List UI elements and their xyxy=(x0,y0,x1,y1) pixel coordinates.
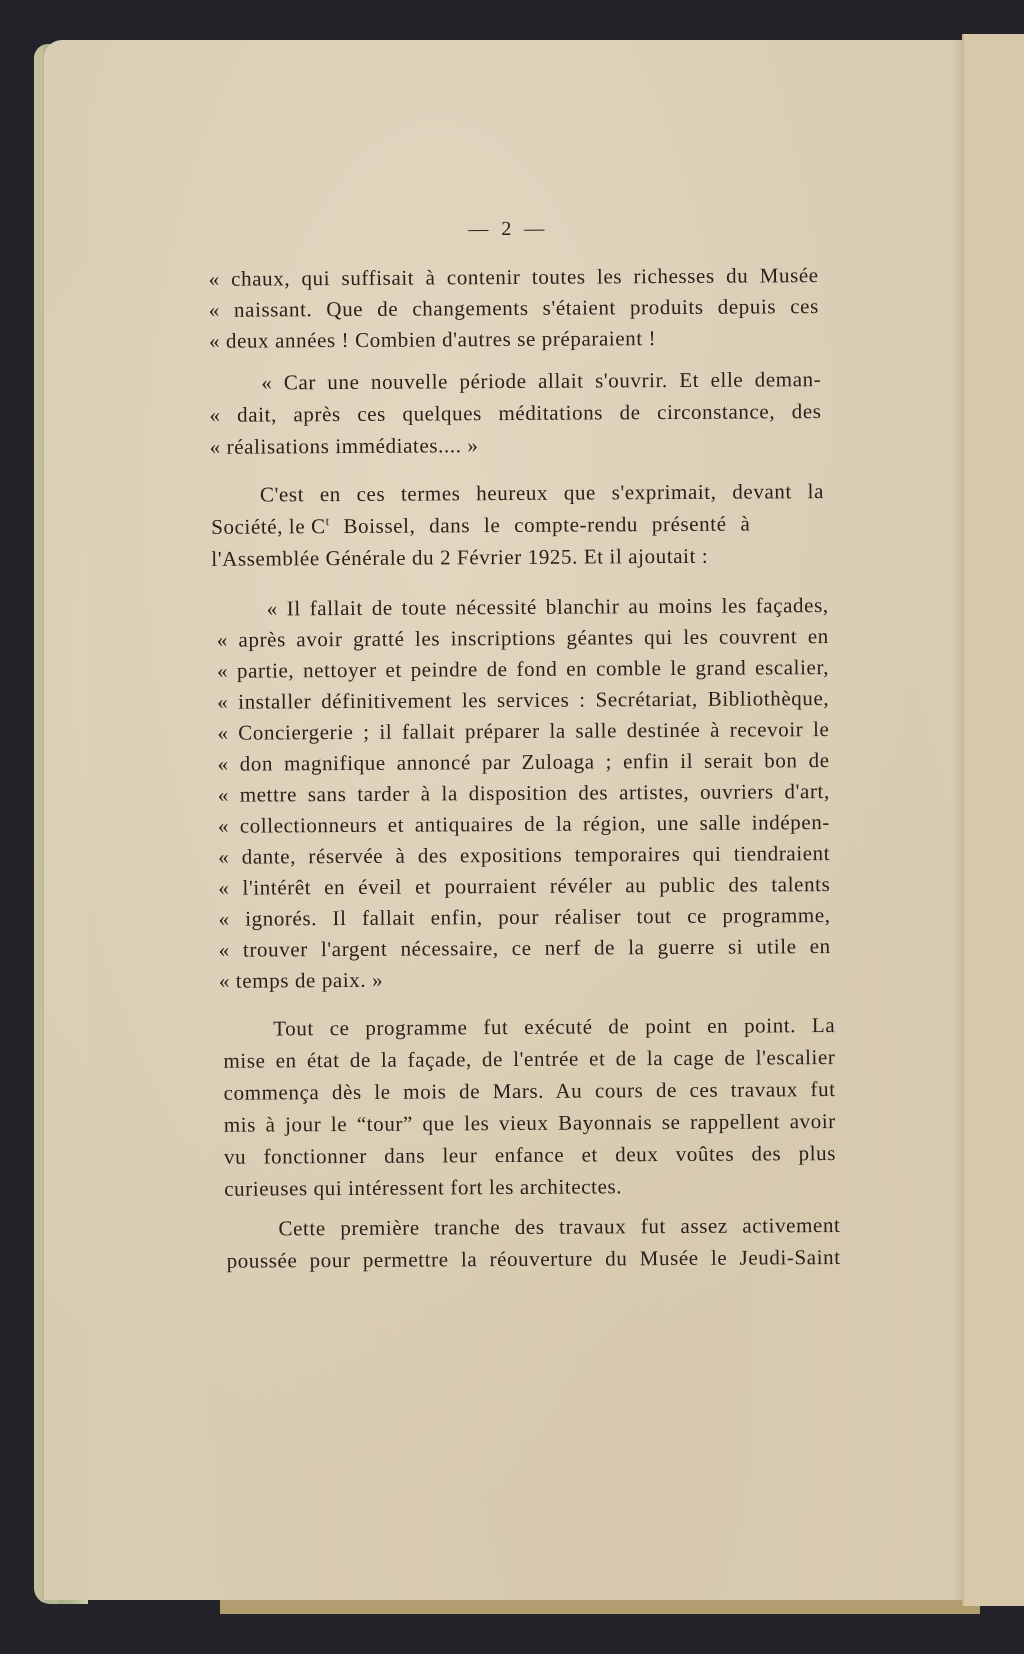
text-line: « mettre sans tarder à la disposition des artistes, ouvriers d'art, xyxy=(217,779,830,807)
text-line: curieuses qui intéressent fort les architectes. xyxy=(224,1174,623,1201)
text-line: « installer définitivement les services : Secrétariat, Bibliothèque, xyxy=(217,686,830,714)
text-line: « trouver l'argent nécessaire, ce nerf de la guerre si utile en xyxy=(218,934,831,962)
text-line: « ignorés. Il fallait enfin, pour réaliser tout ce programme, xyxy=(218,903,831,931)
text-line: « temps de paix. » xyxy=(218,967,384,993)
text-line: l'Assemblée Générale du 2 Février 1925. Et il ajoutait : xyxy=(211,543,709,571)
text-line: « réalisations immédiates.... » xyxy=(209,433,479,459)
text-line: vu fonctionner dans leur enfance et deux voûtes des plus xyxy=(223,1141,837,1169)
text-line: « don magnifique annoncé par Zuloaga ; enfin il serait bon de xyxy=(217,748,830,776)
text-line: « Conciergerie ; il fallait préparer la salle destinée à recevoir le xyxy=(217,717,830,745)
text-line: « dante, réservée à des expositions temporaires qui tiendraient xyxy=(218,841,831,869)
page-number: — 2 — xyxy=(468,217,549,241)
text-line: C'est en ces termes heureux que s'exprimait, devant la xyxy=(259,479,825,507)
text-line: Société, le $C^t$ Boissel, dans le compte-rendu présenté à xyxy=(211,511,751,539)
text-line: mis à jour le “tour” que les vieux Bayonnais se rappellent avoir xyxy=(223,1109,836,1137)
text-line: « après avoir gratté les inscriptions géantes qui les couvrent en xyxy=(216,624,829,652)
text-line: « dait, après ces quelques méditations de circonstance, des xyxy=(209,399,822,427)
text-line: « Il fallait de toute nécessité blanchir au moins les façades, xyxy=(266,593,829,621)
text-line: « naissant. Que de changements s'étaient produits depuis ces xyxy=(208,294,819,322)
text-line: commença dès le mois de Mars. Au cours de ces travaux fut xyxy=(223,1077,836,1105)
text-line: « deux années ! Combien d'autres se préparaient ! xyxy=(208,326,657,353)
text-line: poussée pour permettre la réouverture du Musée le Jeudi-Saint xyxy=(226,1245,841,1273)
text-line: Cette première tranche des travaux fut assez activement xyxy=(278,1213,841,1241)
text-line: « l'intérêt en éveil et pourraient révéler au public des talents xyxy=(218,872,831,900)
text-line: Tout ce programme fut exécuté de point en point. La xyxy=(273,1013,836,1041)
text-line: « collectionneurs et antiquaires de la région, une salle indépen- xyxy=(217,810,831,838)
text-line: « partie, nettoyer et peindre de fond en comble le grand escalier, xyxy=(216,655,830,683)
text-line: « chaux, qui suffisait à contenir toutes les richesses du Musée xyxy=(208,263,819,291)
text-line: « Car une nouvelle période allait s'ouvrir. Et elle deman- xyxy=(261,367,822,395)
text-line: mise en état de la façade, de l'entrée et de la cage de l'escalier xyxy=(223,1045,836,1073)
